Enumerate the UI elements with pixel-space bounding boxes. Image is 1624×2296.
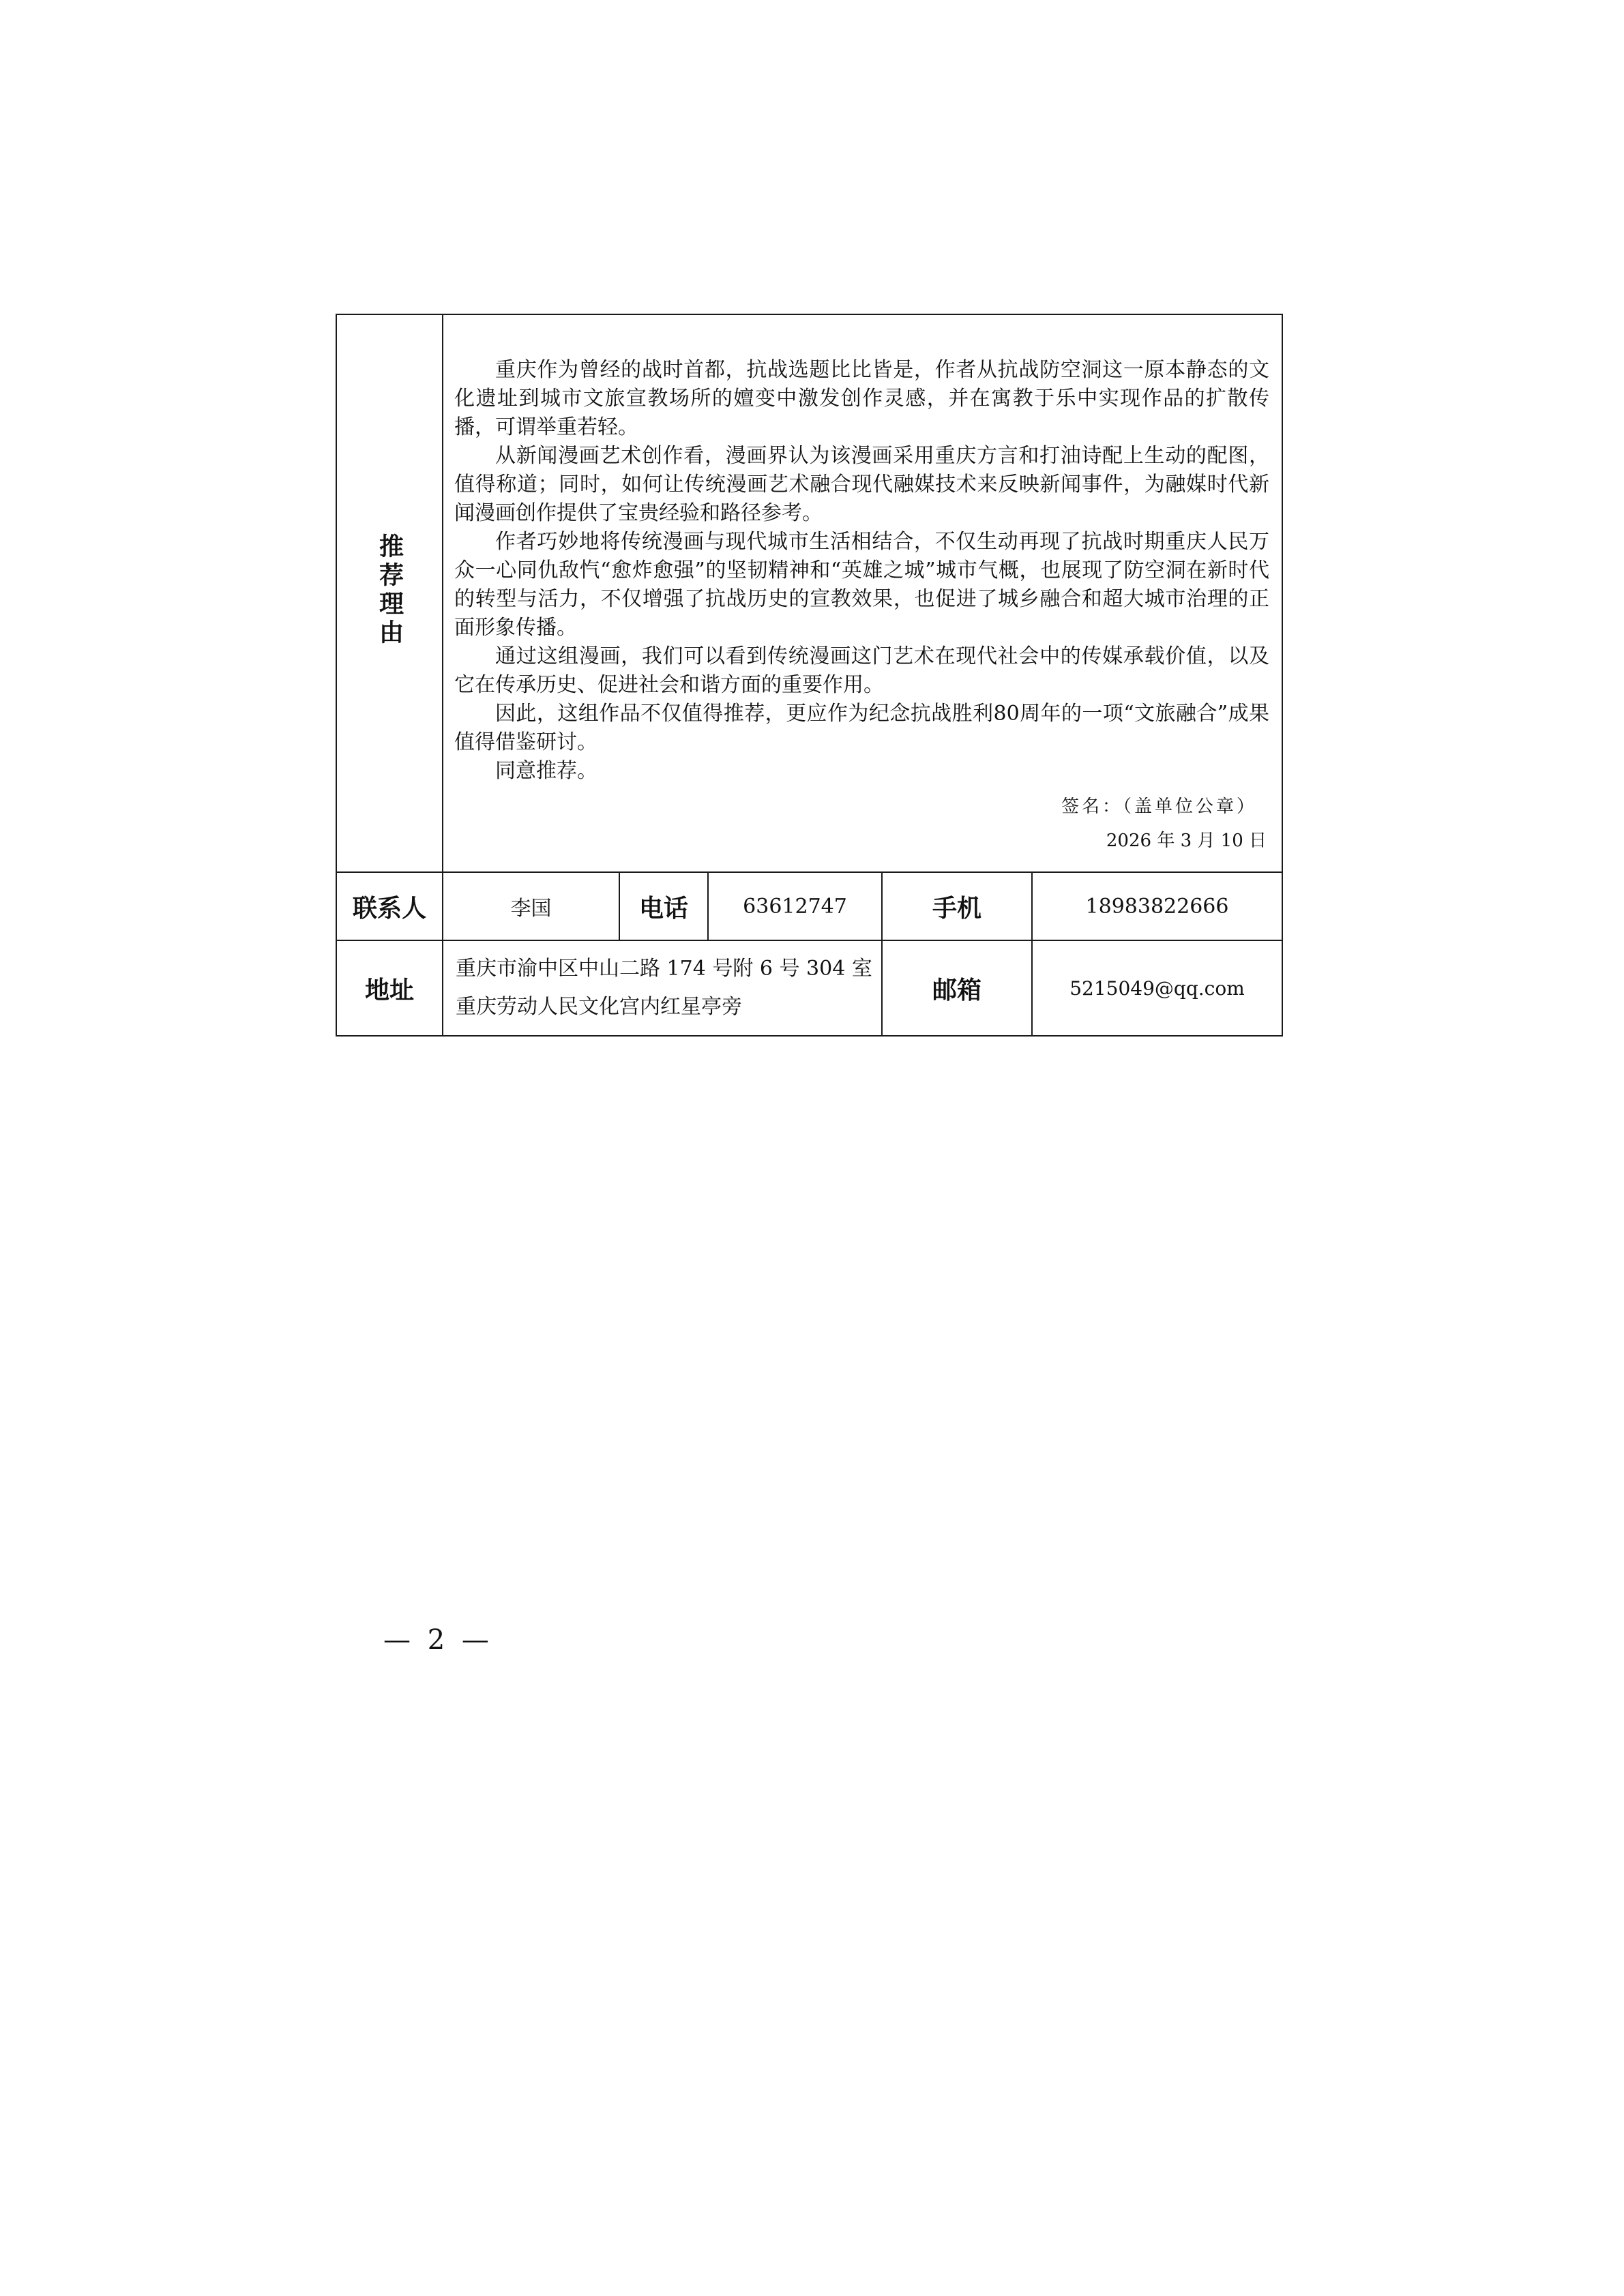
- reason-text: [454, 315, 1269, 786]
- recommendation-form-table: [336, 314, 1283, 1037]
- email-value: 5215049@qq.com: [1032, 940, 1282, 1036]
- signature-date: 2026 年 3 月 10 日: [1106, 831, 1267, 851]
- reason-paragraph: 通过这组漫画，我们可以看到传统漫画这门艺术在现代社会中的传媒承载价值，以及它在传承历史、促进社会和谐方面的重要作用。: [454, 644, 1270, 697]
- phone-label: 电话: [619, 872, 708, 940]
- signature-block: [454, 795, 1269, 852]
- page-number: — 2 —: [383, 1624, 493, 1656]
- reason-content-cell: [443, 314, 1282, 872]
- reason-label-cell: [336, 314, 443, 872]
- address-value: [443, 940, 882, 1036]
- address-label: 地址: [336, 940, 443, 1036]
- address-line-2: 重庆劳动人民文化宫内红星亭旁: [456, 995, 742, 1019]
- contact-person-value: 李国: [443, 872, 619, 940]
- reason-paragraph: 作者巧妙地将传统漫画与现代城市生活相结合，不仅生动再现了抗战时期重庆人民万众一心同仇敌忾“愈炸愈强”的坚韧精神和“英雄之城”城市气概，也展现了防空洞在新时代的转型与活力，不仅增强了抗战历史的宣教效果，也促进了城乡融合和超大城市治理的正面形象传播。: [454, 530, 1270, 640]
- reason-paragraph: 因此，这组作品不仅值得推荐，更应作为纪念抗战胜利80周年的一项“文旅融合”成果值得借鉴研讨。: [454, 702, 1270, 754]
- address-line-1: 重庆市渝中区中山二路 174 号附 6 号 304 室: [456, 957, 872, 981]
- contact-person-label: 联系人: [336, 872, 443, 940]
- reason-label: 推荐理由: [375, 533, 404, 648]
- mobile-label: 手机: [882, 872, 1032, 940]
- reason-paragraph: 重庆作为曾经的战时首都，抗战选题比比皆是，作者从抗战防空洞这一原本静态的文化遗址到城市文旅宣教场所的嬗变中激发创作灵感，并在寓教于乐中实现作品的扩散传播，可谓举重若轻。: [454, 358, 1270, 439]
- phone-value: 63612747: [708, 872, 882, 940]
- mobile-value: 18983822666: [1032, 872, 1282, 940]
- reason-paragraph: 从新闻漫画艺术创作看，漫画界认为该漫画采用重庆方言和打油诗配上生动的配图，值得称道；同时，如何让传统漫画艺术融合现代融媒技术来反映新闻事件，为融媒时代新闻漫画创作提供了宝贵经验和路径参考。: [454, 444, 1270, 525]
- email-label: 邮箱: [882, 940, 1032, 1036]
- signature-label: 签名：（盖单位公章）: [1061, 796, 1258, 817]
- reason-paragraph: 同意推荐。: [495, 759, 597, 783]
